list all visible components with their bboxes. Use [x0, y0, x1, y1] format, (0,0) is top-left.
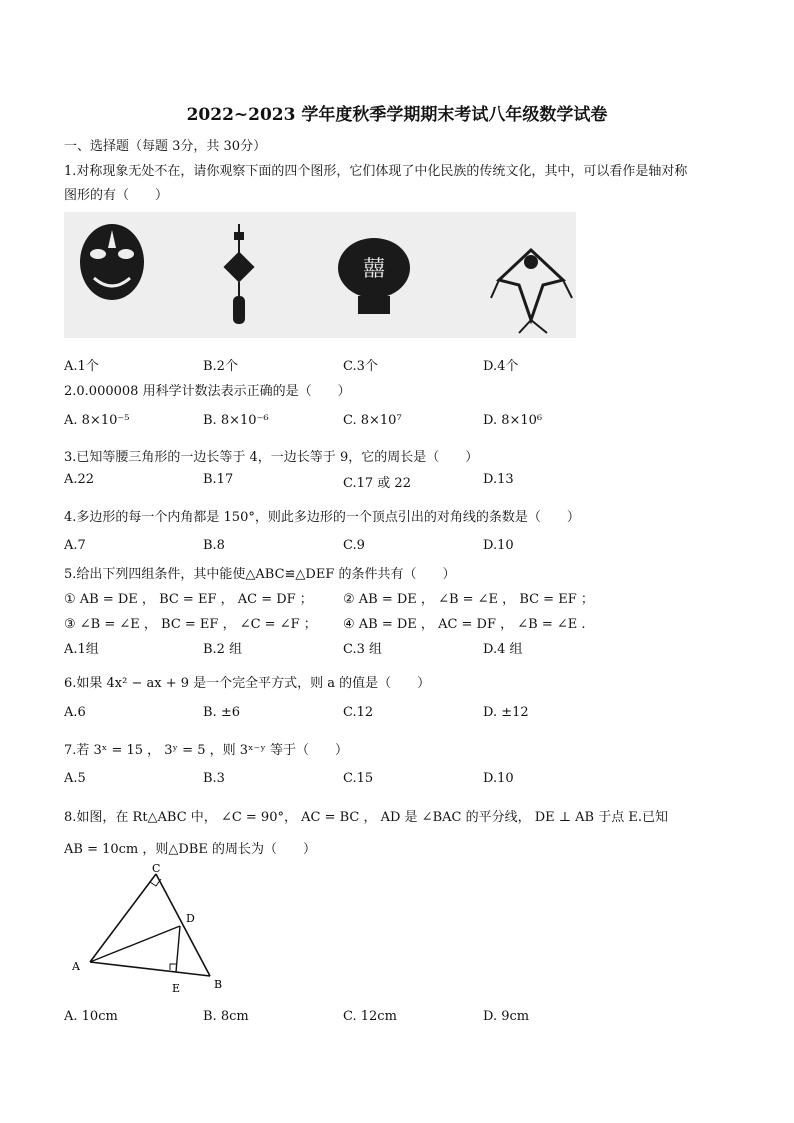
q2-option-a: A. 8×10⁻⁵ [64, 413, 130, 428]
q8-text-line1: 8.如图，在 Rt△ABC 中， ∠C = 90°， AC = BC ， AD 是 ∠BAC 的平分线， DE ⊥ AB 于点 E.已知 [64, 810, 668, 825]
q5-option-b: B.2 组 [203, 642, 243, 657]
label-e: E [172, 982, 181, 995]
q7-option-a: A.5 [64, 771, 86, 786]
q1-option-a: A.1个 [64, 359, 99, 374]
q1-option-b: B.2个 [203, 359, 238, 374]
q3-option-c: C.17 或 22 [343, 476, 411, 491]
q6-option-a: A.6 [64, 705, 86, 720]
q3-option-b: B.17 [203, 472, 234, 487]
q2-option-d: D. 8×10⁶ [483, 413, 543, 428]
q4-option-c: C.9 [343, 538, 365, 553]
q8-option-c: C. 12cm [343, 1009, 397, 1024]
svg-text:囍: 囍 [362, 257, 386, 282]
q3-option-a: A.22 [64, 472, 95, 487]
q4-option-b: B.8 [203, 538, 225, 553]
page-title: 2022~2023 学年度秋季学期期末考试八年级数学试卷 [186, 105, 608, 125]
q6-option-d: D. ±12 [483, 705, 529, 720]
q7-option-b: B.3 [203, 771, 225, 786]
q1-text-line1: 1.对称现象无处不在，请你观察下面的四个图形，它们体现了中化民族的传统文化，其中，可以看作是轴对称 [64, 164, 688, 179]
section-heading: 一、选择题（每题 3分，共 30分） [64, 139, 267, 154]
kite-icon [489, 240, 574, 335]
q7-text: 7.若 3ˣ = 15 ， 3ʸ = 5 ，则 3ˣ⁻ʸ 等于（ ） [64, 743, 349, 758]
q8-option-d: D. 9cm [483, 1009, 530, 1024]
label-c: C [152, 862, 161, 875]
q1-text-line2: 图形的有（ ） [64, 188, 169, 203]
q6-option-c: C.12 [343, 705, 374, 720]
q8-text-line2: AB = 10cm ，则△DBE 的周长为（ ） [64, 842, 316, 857]
q5-condition-3: ③ ∠B = ∠E ， BC = EF ， ∠C = ∠F ； [64, 617, 317, 632]
q2-option-c: C. 8×10⁷ [343, 413, 402, 428]
q8-triangle-figure [64, 862, 244, 1000]
label-a: A [72, 960, 80, 973]
q6-option-b: B. ±6 [203, 705, 240, 720]
q2-option-b: B. 8×10⁻⁶ [203, 413, 269, 428]
q5-condition-4: ④ AB = DE ， AC = DF ， ∠B = ∠E . [343, 617, 586, 632]
paper-cut-icon [334, 230, 414, 320]
q1-option-d: D.4个 [483, 359, 519, 374]
q5-option-c: C.3 组 [343, 642, 383, 657]
q2-text: 2.0.000008 用科学计数法表示正确的是（ ） [64, 384, 351, 399]
q1-figure-strip [64, 212, 576, 338]
q4-text: 4.多边形的每一个内角都是 150°，则此多边形的一个顶点引出的对角线的条数是（ ） [64, 510, 580, 525]
q1-option-c: C.3个 [343, 359, 378, 374]
q5-text: 5.给出下列四组条件，其中能使△ABC≌△DEF 的条件共有（ ） [64, 567, 456, 582]
chinese-knot-icon [214, 224, 264, 329]
q8-option-a: A. 10cm [64, 1009, 118, 1024]
q6-text: 6.如果 4x² − ax + 9 是一个完全平方式，则 a 的值是（ ） [64, 676, 431, 691]
q7-option-c: C.15 [343, 771, 374, 786]
q3-text: 3.已知等腰三角形的一边长等于 4，一边长等于 9，它的周长是（ ） [64, 450, 479, 465]
q3-option-d: D.13 [483, 472, 514, 487]
q5-condition-2: ② AB = DE ， ∠B = ∠E ， BC = EF ； [343, 592, 594, 607]
label-b: B [214, 978, 223, 991]
q5-option-d: D.4 组 [483, 642, 523, 657]
q5-option-a: A.1组 [64, 642, 99, 657]
q4-option-d: D.10 [483, 538, 514, 553]
q8-option-b: B. 8cm [203, 1009, 249, 1024]
q5-condition-1: ① AB = DE ， BC = EF ， AC = DF ； [64, 592, 313, 607]
opera-mask-icon [72, 220, 152, 310]
q7-option-d: D.10 [483, 771, 514, 786]
label-d: D [186, 912, 195, 925]
q4-option-a: A.7 [64, 538, 86, 553]
